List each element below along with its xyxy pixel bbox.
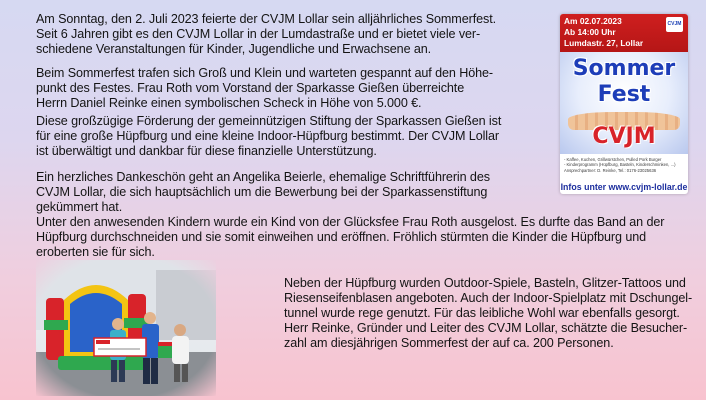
sommerfest-poster <box>560 14 688 194</box>
thanks-paragraph: Ein herzliches Dankeschön geht an Angelika Beierle, ehemalige Schriftführerin des CVJM Lollar, die sich hauptsächlich um die Bewerbung bei der Sparkassenstiftung gekümmert hat. Unter den anwesenden Kindern wurde ein Kind von der Glücksfee Frau Roth ausgelost. Es durfte das Band an der Hüpfburg durchschneiden und sie somit einweihen und eröffnen. Fröhlich stürmten die Kinder die Hüpfburg und eroberten sie für sich. <box>36 170 665 259</box>
poster-date: Am 02.07.2023 <box>564 16 622 26</box>
highlight-paragraph: Beim Sommerfest trafen sich Groß und Klein und warteten gespannt auf den Höhe- punkt des Festes. Frau Roth vom Vorstand der Sparkasse Gießen überreichte Herrn Daniel Reinke einen symbolischen Scheck in Höhe von 5.000 €. <box>36 66 494 110</box>
poster-info-text: - Kaffee, Kuchen, Grillwürstchen, Pulled Pork Burger - Kinderprogramm (Hüpfburg, Basteln, Kinderschminken, ...) Ansprechpartner: D. Reinke, Tel.: 0176-23025636 <box>564 157 676 173</box>
poster-artwork <box>560 52 688 154</box>
poster-title-fest: Fest <box>597 82 651 107</box>
poster-org-name: CVJM <box>592 124 656 149</box>
photo-illustration <box>36 260 216 396</box>
funding-paragraph: Diese großzügige Förderung der gemeinnützigen Stiftung der Sparkassen Gießen ist für eine große Hüpfburg und eine kleine Indoor-Hüpfburg bestimmt. Der CVJM Lollar ist überwältigt und dankbar für diese finanzielle Unterstützung. <box>36 114 502 158</box>
poster-url: Infos unter www.cvjm-lollar.de <box>560 182 688 192</box>
poster-address: Lumdastr. 27, Lollar <box>564 38 644 48</box>
activities-paragraph: Neben der Hüpfburg wurden Outdoor-Spiele, Basteln, Glitzer-Tattoos und Riesenseifenblasen angeboten. Auch der Indoor-Spielplatz mit Dschungel- tunnel wurde rege genutzt. Für das leibliche Wohl war ebenfalls gesorgt. Herr Reinke, Gründer und Leiter des CVJM Lollar, schätzte die Besucher- zahl am diesjährigen Sommerfest der auf ca. 200 Personen. <box>284 276 693 350</box>
poster-time: Ab 14:00 Uhr <box>564 27 616 37</box>
poster-header <box>560 14 688 52</box>
poster-title-sommer: Sommer <box>572 56 676 81</box>
cvjm-logo-icon: CVJM <box>666 17 683 32</box>
cheque-handover-photo <box>36 260 216 396</box>
intro-paragraph: Am Sonntag, den 2. Juli 2023 feierte der CVJM Lollar sein alljährliches Sommerfest. Seit 6 Jahren gibt es den CVJM Lollar in der Lumdastraße und er bietet viele ver- schiedene Veranstaltungen für Kinder, Jugendliche und Erwachsene an. <box>36 12 496 56</box>
